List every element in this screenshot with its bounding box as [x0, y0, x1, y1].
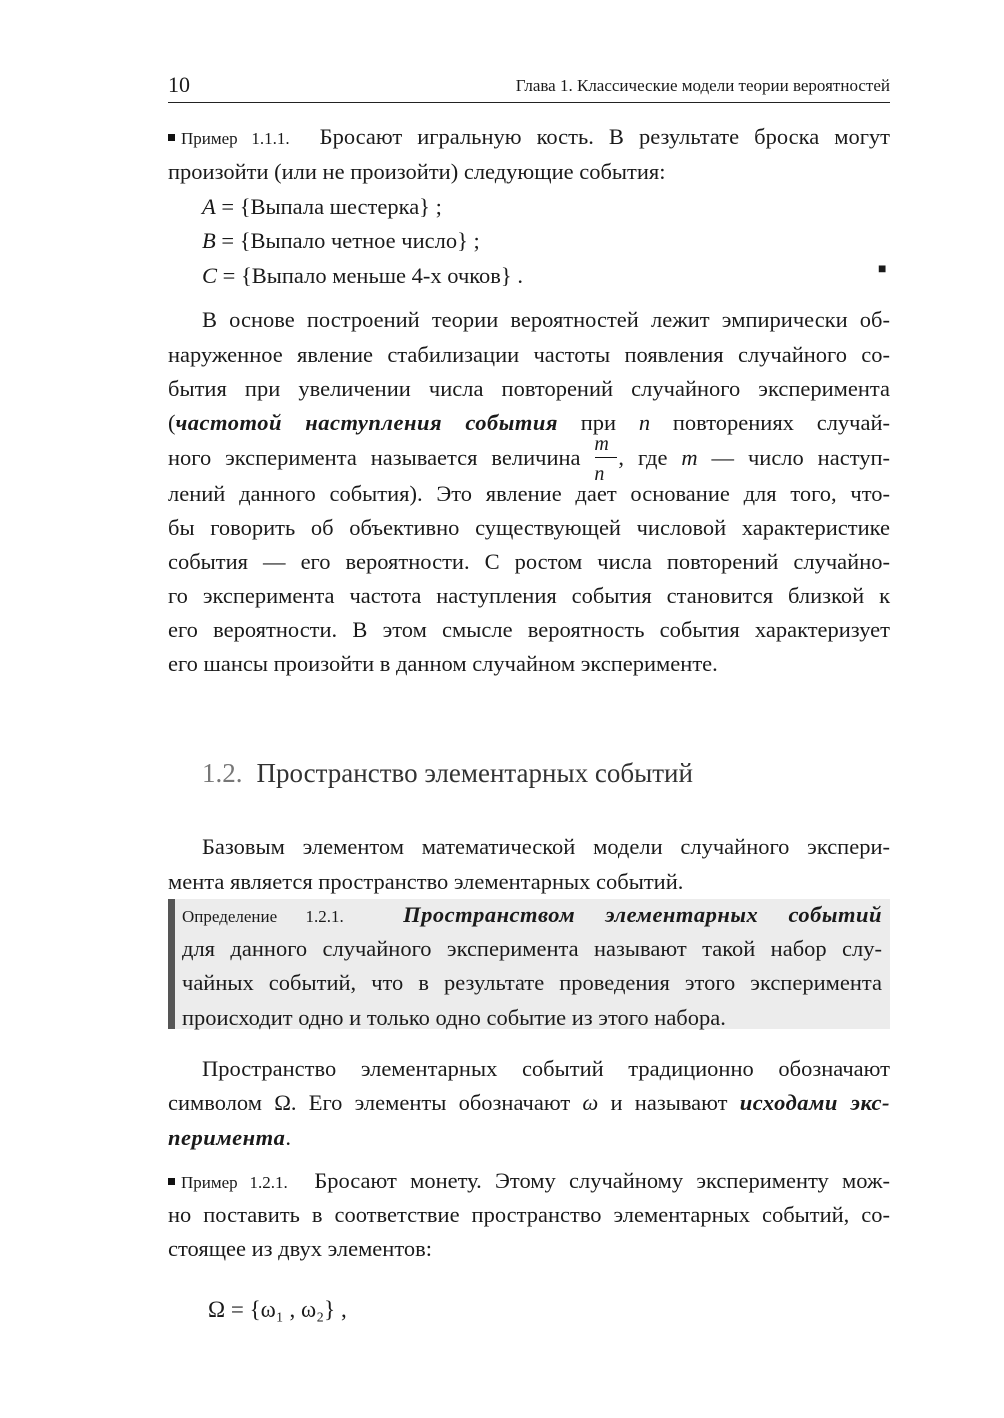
- example-marker-icon: [168, 134, 175, 141]
- event-c: [202, 259, 924, 293]
- paragraph-line: его шансы произойти в данном случайном эксперименте.: [168, 651, 718, 676]
- definition-accent-bar: [168, 899, 175, 1029]
- example-marker-icon: [168, 1178, 175, 1185]
- text: повторениях случай-: [650, 410, 891, 435]
- text: символом Ω. Его элементы обозначают: [168, 1090, 583, 1115]
- text: , где: [618, 445, 682, 470]
- math-n: n: [638, 410, 651, 435]
- paragraph-line: наруженное явление стабилизации частоты появления случайного со-: [168, 342, 890, 367]
- example-label: Пример 1.2.1.: [181, 1173, 288, 1192]
- paragraph-line: [168, 1086, 890, 1120]
- example-line: [168, 120, 890, 156]
- paragraph-line: В основе построений теории вероятностей лежит эмпирически об-: [202, 307, 890, 332]
- fraction-denominator: n: [594, 462, 605, 485]
- section-title: Пространство элементарных событий: [256, 758, 693, 788]
- example-line: произойти (или не произойти) следующие события:: [168, 159, 666, 184]
- header-rule: [168, 102, 890, 103]
- paragraph-line: [168, 406, 890, 440]
- event-a: [202, 190, 924, 224]
- text: при: [557, 410, 639, 435]
- defined-term: исходами экс-: [739, 1090, 890, 1115]
- paragraph-line: события — его вероятности. С ростом числа повторений случайно-: [168, 549, 890, 574]
- text: ного эксперимента называется величина: [168, 445, 595, 470]
- page-number: 10: [168, 72, 190, 97]
- sample-space-formula: Ω = {ω₁ , ω₂} ,: [208, 1297, 347, 1322]
- event-text: = {Выпало меньше 4-х очков} .: [222, 263, 523, 288]
- math-omega: ω: [582, 1090, 599, 1115]
- paragraph-line: Пространство элементарных событий традиционно обозначают: [202, 1056, 890, 1081]
- text: — число наступ-: [697, 445, 891, 470]
- event-symbol: C: [202, 263, 218, 288]
- paragraph-line: бы говорить об объективно существующей числовой характеристике: [168, 515, 890, 540]
- text: .: [285, 1125, 292, 1150]
- paragraph-line: го эксперимента частота наступления события становится близкой к: [168, 583, 890, 608]
- defined-term: Пространством элементарных событий: [403, 902, 883, 927]
- event-symbol: B: [202, 228, 216, 253]
- event-text: = {Выпала шестерка} ;: [221, 194, 442, 219]
- section-number: 1.2.: [202, 758, 243, 788]
- example-label: Пример 1.1.1.: [181, 129, 290, 148]
- definition-line: для данного случайного эксперимента называют такой набор слу-: [182, 936, 882, 961]
- definition-line: чайных событий, что в результате проведения этого эксперимента: [182, 970, 882, 995]
- example-text: Бросают монету. Этому случайному эксперименту мож-: [314, 1168, 891, 1193]
- paragraph-line: Базовым элементом математической модели случайного экспери-: [202, 834, 890, 859]
- paragraph-line: бытия при увеличении числа повторений случайного эксперимента: [168, 376, 890, 401]
- paragraph-line: мента является пространство элементарных событий.: [168, 869, 684, 894]
- example-line: стоящее из двух элементов:: [168, 1236, 432, 1261]
- example-line: но поставить в соответствие пространство элементарных событий, со-: [168, 1202, 890, 1227]
- paragraph-line: [168, 432, 891, 485]
- definition-line: [182, 898, 882, 934]
- definition-label: Определение 1.2.1.: [182, 907, 344, 926]
- paragraph-line: [168, 1121, 890, 1155]
- paragraph-line: лений данного события). Это явление дает основание для того, что-: [168, 481, 890, 506]
- running-header: Глава 1. Классические модели теории вероятностей: [515, 76, 890, 95]
- section-heading: [202, 758, 693, 789]
- event-b: [202, 224, 924, 258]
- fraction-numerator: m: [594, 432, 609, 455]
- fraction-m-over-n: [594, 432, 618, 485]
- event-symbol: A: [202, 194, 216, 219]
- paren: (: [168, 410, 176, 435]
- paragraph-line: его вероятности. В этом смысле вероятность события характеризует: [168, 617, 890, 642]
- example-text: Бросают игральную кость. В результате броска могут: [319, 124, 891, 149]
- math-m: m: [681, 445, 698, 470]
- defined-term: частотой наступления события: [175, 410, 558, 435]
- definition-line: происходит одно и только одно событие из этого набора.: [182, 1005, 726, 1030]
- end-of-example-icon: ■: [878, 262, 887, 277]
- defined-term: перимента: [168, 1125, 286, 1150]
- example-line: [168, 1164, 890, 1200]
- text: и называют: [598, 1090, 740, 1115]
- event-text: = {Выпало четное число} ;: [221, 228, 480, 253]
